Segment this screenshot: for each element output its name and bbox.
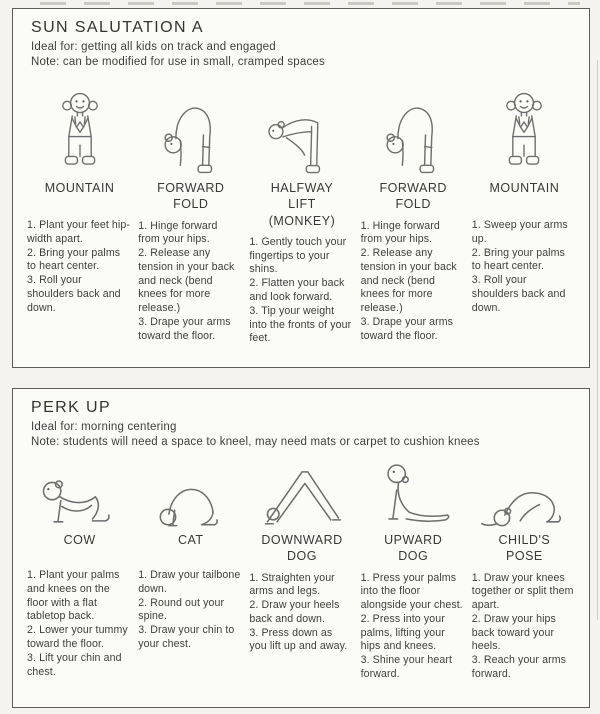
section-ideal-for: Ideal for: morning centering (31, 421, 177, 433)
cat-pose-icon (138, 452, 243, 528)
downward-dog-icon (249, 452, 354, 528)
pose-step: 1. Plant your feet hip-width apart. (27, 219, 130, 245)
pose-step: 3. Reach your arms forward. (471, 654, 567, 681)
pose-step: 2. Round out your spine. (138, 596, 225, 623)
pose-step: 3. Roll your shoulders back and down. (27, 274, 121, 314)
pose-steps (27, 569, 132, 679)
pose-step: 2. Release any tension in your back and neck (bend knees for more release.) (360, 247, 457, 315)
pose-steps (472, 219, 577, 316)
forward-fold-icon (361, 72, 466, 176)
pose-step: 1. Draw your knees together or split them apart. (471, 571, 574, 612)
section-note: Note: students will need a space to kneel, may need mats or carpet to cushion knees (31, 436, 480, 448)
pose-name: CHILD'S POSE (498, 533, 551, 564)
pose-column (249, 452, 354, 682)
standing-mountain-girl-icon (472, 72, 577, 176)
pose-grid (13, 70, 589, 346)
pose-step: 3. Drape your arms toward the floor. (360, 316, 454, 342)
upward-dog-icon (361, 452, 466, 528)
section-note: Note: can be modified for use in small, cramped spaces (31, 56, 325, 68)
forward-fold-icon (138, 72, 243, 176)
pose-name: MOUNTAIN (489, 181, 560, 195)
pose-step: 3. Drape your arms toward the floor. (138, 316, 231, 342)
pose-name: MOUNTAIN (44, 181, 115, 195)
pose-steps (249, 572, 354, 655)
pose-name: FORWARD FOLD (157, 181, 225, 212)
pose-step: 3. Roll your shoulders back and down. (471, 274, 566, 314)
scan-noise-top-edge (40, 2, 580, 5)
pose-column (472, 452, 577, 682)
pose-name: UPWARD DOG (384, 533, 443, 564)
childs-pose-icon (472, 452, 577, 528)
pose-name: CAT (177, 533, 204, 547)
pose-name: COW (63, 533, 96, 547)
pose-step: 3. Lift your chin and chest. (27, 651, 122, 678)
cow-pose-icon (27, 452, 132, 528)
pose-steps (361, 220, 466, 344)
pose-steps (27, 219, 132, 316)
pose-name: FORWARD FOLD (379, 181, 447, 212)
pose-column (138, 72, 243, 346)
pose-step: 2. Release any tension in your back and neck (bend knees for more release.) (138, 247, 235, 315)
pose-column (27, 452, 132, 682)
pose-step: 1. Straighten your arms and legs. (249, 571, 335, 598)
halfway-lift-icon-column (249, 72, 354, 346)
pose-column (361, 72, 466, 346)
pose-step: 3. Draw your chin to your chest. (138, 624, 235, 650)
pose-step: 2. Flatten your back and look forward. (249, 277, 345, 303)
pose-steps (249, 236, 354, 346)
pose-step: 2. Bring your palms to heart center. (27, 246, 121, 273)
scan-noise-right-edge (597, 60, 598, 620)
pose-step: 1. Plant your palms and knees on the floor with a flat tabletop back. (27, 569, 120, 623)
pose-step: 2. Press into your palms, lifting your hips and knees. (360, 612, 445, 653)
pose-step: 2. Draw your heels back and down. (249, 599, 340, 625)
section-title: PERK UP (31, 399, 112, 416)
pose-step: 2. Bring your palms to heart center. (471, 246, 565, 273)
pose-step: 3. Shine your heart forward. (360, 654, 453, 681)
pose-grid (13, 450, 589, 682)
pose-step: 1. Draw your tailbone down. (138, 569, 241, 595)
section-title: SUN SALUTATION A (31, 19, 204, 36)
pose-step: 3. Tip your weight into the fronts of your feet. (249, 304, 352, 345)
pose-column (472, 72, 577, 346)
pose-column (138, 452, 243, 682)
perk-up-section (12, 388, 590, 708)
pose-step: 1. Hinge forward from your hips. (138, 219, 218, 246)
section-ideal-for: Ideal for: getting all kids on track and engaged (31, 41, 276, 53)
pose-step: 3. Press down as you lift up and away. (249, 626, 348, 653)
section-header (13, 9, 589, 70)
pose-step: 1. Hinge forward from your hips. (360, 219, 440, 246)
pose-step: 1. Press your palms into the floor alongside your chest. (360, 571, 463, 612)
pose-name: DOWNWARD DOG (261, 533, 343, 564)
pose-step: 1. Gently touch your fingertips to your shins. (249, 235, 347, 276)
pose-column (361, 452, 466, 682)
halfway-lift-icon (249, 72, 354, 176)
pose-column (27, 72, 132, 346)
pose-step: 2. Draw your hips back toward your heels. (471, 612, 556, 653)
pose-step: 1. Sweep your arms up. (471, 219, 568, 245)
pose-steps (138, 220, 243, 344)
sun-salutation-section (12, 8, 590, 368)
pose-steps (361, 572, 466, 682)
pose-name: HALFWAY LIFT (MONKEY) (268, 181, 336, 228)
pose-steps (138, 569, 243, 652)
pose-steps (472, 572, 577, 682)
standing-mountain-girl-icon (27, 72, 132, 176)
pose-step: 2. Lower your tummy toward the floor. (27, 624, 128, 650)
section-header (13, 389, 589, 450)
